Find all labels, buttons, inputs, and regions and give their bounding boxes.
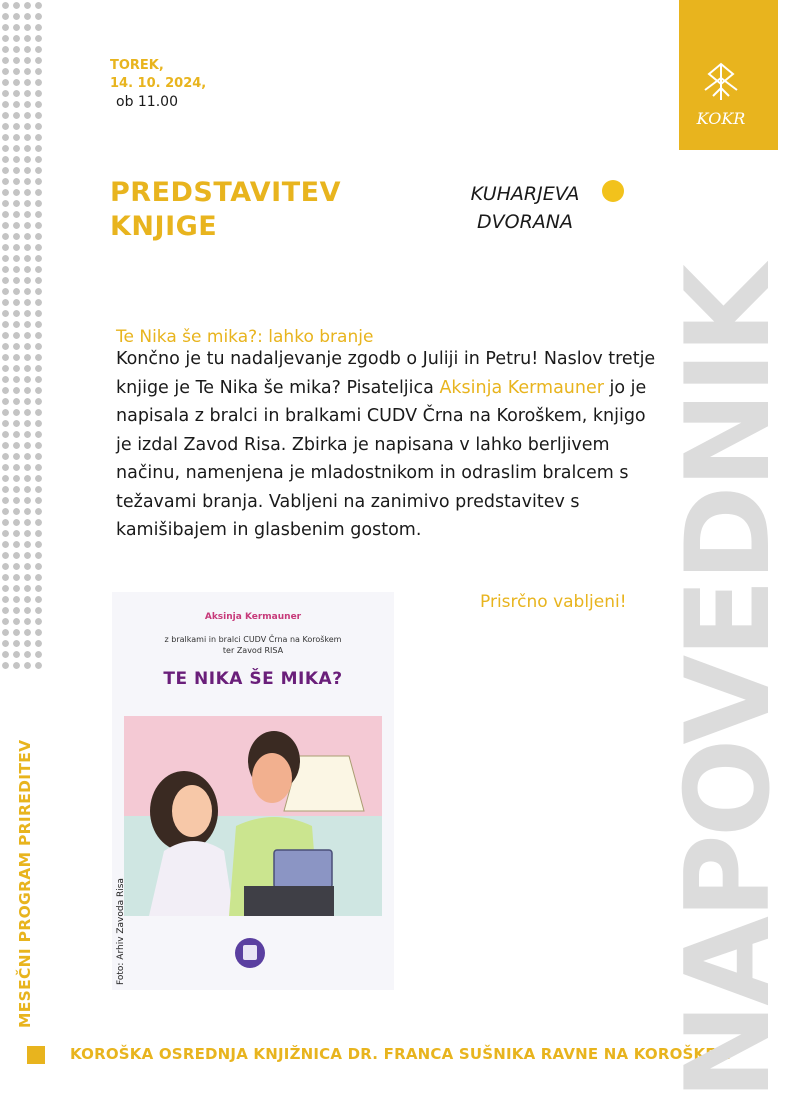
event-title-line1: PREDSTAVITEV — [110, 177, 341, 208]
welcome-text: Prisrčno vabljeni! — [480, 592, 627, 612]
cover-with-line2: ter Zavod RISA — [222, 646, 284, 655]
event-venue — [450, 180, 600, 236]
logo-text: KOKR — [696, 109, 746, 128]
cover-subtitle — [112, 634, 394, 656]
venue-dot-icon — [602, 180, 624, 202]
event-date: 14. 10. 2024, — [110, 76, 207, 91]
venue-line2: DVORANA — [477, 211, 573, 233]
event-time: ob 11.00 — [116, 94, 178, 110]
footer-square — [27, 1046, 45, 1064]
cover-with-line1: z bralkami in bralci CUDV Črna na Koroškem — [164, 635, 342, 644]
event-day: TOREK, — [110, 58, 164, 73]
event-datetime — [110, 57, 206, 111]
description-part2: jo je napisala z bralci in bralkami CUDV Črna na Koroškem, knjigo je izdal Zavod Risa. Zbirka je napisana v lahko berljivem načinu, namenjena je mladostnikom in odraslim bralcem s težavami branja. Vabljeni na zanimivo predstavitev s kamišibajem in glasbenim gostom. — [116, 377, 647, 540]
venue-line1: KUHARJEVA — [470, 183, 580, 205]
book-subtitle: Te Nika še mika?: lahko branje — [116, 327, 374, 347]
dotted-pattern — [0, 0, 44, 672]
cover-illustration — [124, 716, 382, 916]
event-title-line2: KNJIGE — [110, 211, 218, 242]
napovednik-watermark: NAPOVEDNIK — [661, 267, 796, 1100]
monthly-program-label: MESEČNI PROGRAM PRIREDITEV — [16, 739, 34, 1028]
library-footer: KOROŠKA OSREDNJA KNJIŽNICA DR. FRANCA SUŠNIKA RAVNE NA KOROŠKEM — [70, 1045, 731, 1063]
description-part1: Končno je tu nadaljevanje zgodb o Juliji in Petru! Naslov tretje knjige je Te Nika še mika? Pisateljica — [116, 349, 656, 398]
event-description — [116, 345, 656, 545]
book-cover-image — [112, 592, 394, 990]
cover-title: TE NIKA ŠE MIKA? — [163, 669, 343, 689]
photo-credit: Foto: Arhiv Zavoda Risa — [116, 878, 126, 985]
publisher-logo — [235, 938, 265, 968]
author-name: Aksinja Kermauner — [439, 377, 604, 398]
cover-author: Aksinja Kermauner — [204, 612, 302, 622]
kokr-logo — [691, 60, 751, 132]
event-title — [110, 176, 341, 244]
